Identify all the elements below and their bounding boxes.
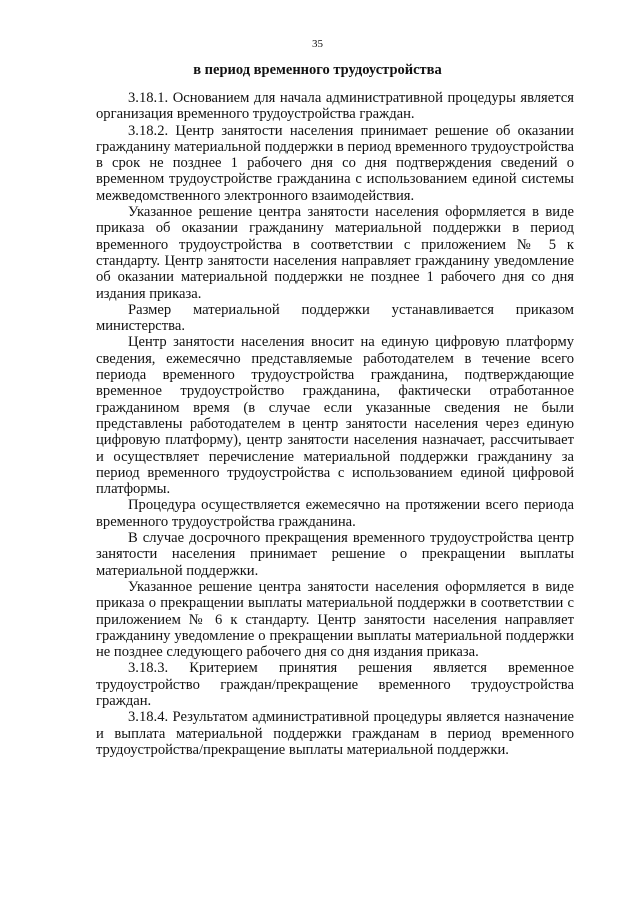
- body-text: [96, 90, 574, 758]
- paragraph-support-amount: Размер материальной поддержки устанавливается приказом министерства.: [96, 301, 574, 335]
- paragraph-monthly-procedure: Процедура осуществляется ежемесячно на протяжении всего периода временного трудоустройства гражданина.: [96, 497, 574, 530]
- section-heading: в период временного трудоустройства: [193, 62, 442, 78]
- paragraph-3-18-1: 3.18.1. Основанием для начала административной процедуры является организация временного трудоустройства граждан.: [96, 90, 574, 123]
- paragraph-termination-order: Указанное решение центра занятости населения оформляется в виде приказа о прекращении выплаты материальной поддержки в соответствии с приложением № 6 к стандарту. Центр занятости населения направляет гражданину уведомление о прекращении выплаты материальной поддержки не позднее следующего рабочего дня со дня издания приказа.: [96, 578, 574, 661]
- paragraph-3-18-4: 3.18.4. Результатом административной процедуры является назначение и выплата материальной поддержки гражданам в период временного трудоустройства/прекращение выплаты материальной поддержки.: [96, 709, 574, 758]
- paragraph-3-18-3: 3.18.3. Критерием принятия решения является временное трудоустройство граждан/прекращение временного трудоустройства граждан.: [96, 660, 574, 709]
- page-number: 35: [312, 38, 323, 50]
- paragraph-early-termination: В случае досрочного прекращения временного трудоустройства центр занятости населения принимает решение о прекращении выплаты материальной поддержки.: [96, 530, 574, 579]
- paragraph-digital-platform: Центр занятости населения вносит на единую цифровую платформу сведения, ежемесячно представляемые работодателем в течение всего периода временного трудоустройства гражданина, подтверждающие временное трудоустройство гражданина, фактически отработанное гражданином время (в случае если указанные сведения не были представлены работодателем в центр занятости населения через единую цифровую платформу), центр занятости населения назначает, рассчитывает и осуществляет перечисление материальной поддержки гражданину за период временного трудоустройства с использованием единой цифровой платформы.: [96, 334, 574, 498]
- paragraph-3-18-2: 3.18.2. Центр занятости населения принимает решение об оказании гражданину материальной поддержки в период временного трудоустройства в срок не позднее 1 рабочего дня со дня подтверждения сведений о временном трудоустройстве гражданина с использованием единой системы межведомственного электронного взаимодействия.: [96, 122, 574, 204]
- paragraph-order-format: Указанное решение центра занятости населения оформляется в виде приказа об оказании гражданину материальной поддержки в период временного трудоустройства в соответствии с приложением № 5 к стандарту. Центр занятости населения направляет гражданину уведомление об оказании материальной поддержки не позднее 1 рабочего дня со дня издания приказа.: [96, 204, 574, 302]
